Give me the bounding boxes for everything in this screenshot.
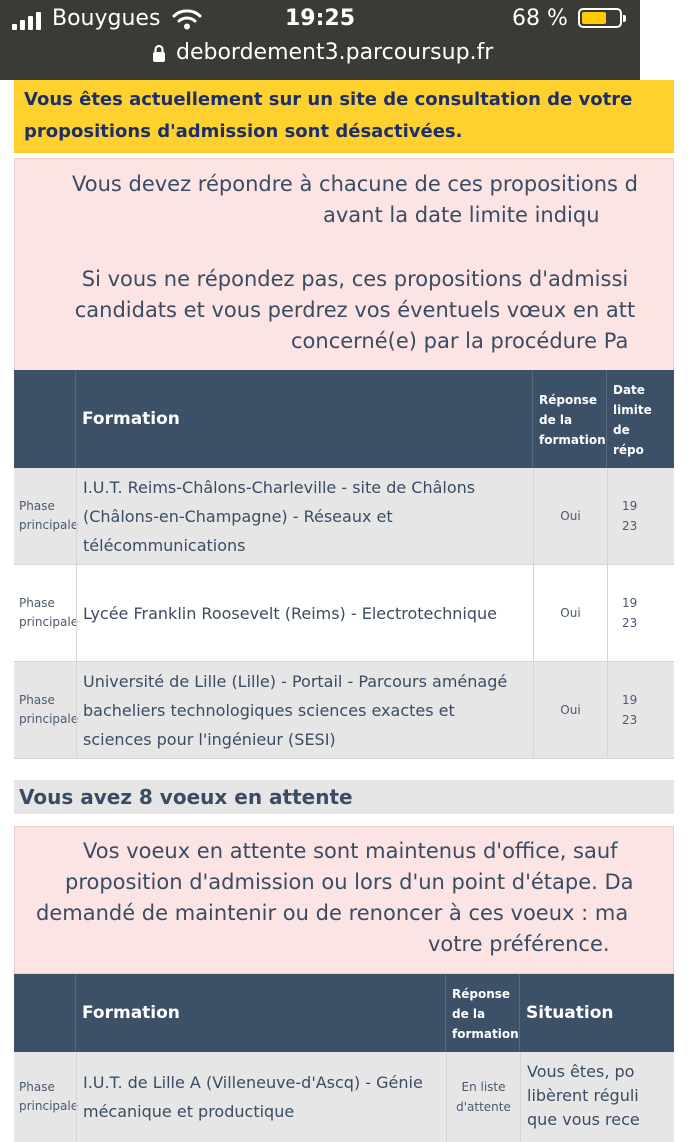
- deadline-cell: 19 23: [607, 565, 674, 661]
- lock-icon: [152, 44, 166, 66]
- header-deadline: Date limite de répo: [613, 383, 652, 457]
- info-line: Vous devez répondre à chacune de ces propositions d: [72, 172, 638, 196]
- formation-cell[interactable]: I.U.T. de Lille A (Villeneuve-d'Ascq) - Génie mécanique et productique: [76, 1052, 446, 1142]
- header-formation: Formation: [76, 370, 533, 468]
- propositions-table-header: [14, 370, 674, 468]
- banner-text: Vous êtes actuellement sur un site de consultation de votre propositions d'admission sont désactivées.: [24, 89, 633, 142]
- waiting-table-header: [14, 974, 674, 1052]
- response-cell: Oui: [533, 565, 607, 661]
- battery-level: [582, 12, 606, 24]
- formation-cell[interactable]: I.U.T. Reims-Châlons-Charleville - site de Châlons (Châlons-en-Champagne) - Réseaux et télécommunications: [76, 468, 533, 564]
- table-row[interactable]: [14, 565, 674, 662]
- info-line: concerné(e) par la procédure Pa: [291, 329, 629, 353]
- table-row[interactable]: [14, 662, 674, 759]
- url-bar[interactable]: debordement3.parcoursup.fr: [176, 40, 494, 65]
- response-cell: Oui: [533, 468, 607, 564]
- info-line: Vos voeux en attente sont maintenus d'office, sauf: [83, 839, 618, 863]
- header-phase: [14, 974, 76, 1052]
- phase-cell: Phase principale: [19, 1080, 79, 1113]
- section-title-waiting: Vous avez 8 voeux en attente: [14, 780, 674, 814]
- info-line: candidats et vous perdrez vos éventuels vœux en att: [74, 298, 636, 322]
- clock: 19:25: [284, 6, 356, 31]
- warning-banner: [14, 80, 674, 153]
- table-row[interactable]: [14, 1052, 674, 1142]
- deadline-cell: 19 23: [607, 662, 674, 758]
- header-phase: [14, 370, 76, 468]
- info-line: Si vous ne répondez pas, ces propositions d'admissi: [81, 267, 629, 291]
- header-response: Réponse de la formation: [533, 370, 607, 468]
- response-cell: Oui: [533, 662, 607, 758]
- formation-cell[interactable]: Lycée Franklin Roosevelt (Reims) - Electrotechnique: [76, 565, 533, 661]
- deadline-cell: 19 23: [607, 468, 674, 564]
- info-line: avant la date limite indiqu: [323, 203, 600, 227]
- header-situation: Situation: [526, 1003, 614, 1023]
- info-line: demandé de maintenir ou de renoncer à ces voeux : ma: [36, 901, 629, 925]
- info-box-waiting: [14, 826, 674, 974]
- battery-percent: 68 %: [512, 6, 568, 31]
- info-line: votre préférence.: [428, 932, 610, 956]
- situation-cell: Vous êtes, po libèrent réguli que vous rece: [520, 1052, 674, 1142]
- info-line: proposition d'admission ou lors d'un point d'étape. Da: [65, 870, 634, 894]
- status-bar: [0, 0, 640, 80]
- phase-cell: Phase principale: [19, 693, 79, 726]
- phase-cell: Phase principale: [19, 499, 79, 532]
- phase-cell: Phase principale: [19, 596, 79, 629]
- header-formation: Formation: [76, 974, 446, 1052]
- header-response: Réponse de la formation: [446, 974, 520, 1052]
- formation-cell[interactable]: Université de Lille (Lille) - Portail - Parcours aménagé bacheliers technologiques sciences exactes et sciences pour l'ingénieur (SESI): [76, 662, 533, 758]
- table-row[interactable]: [14, 468, 674, 565]
- response-cell: En liste d'attente: [446, 1052, 520, 1142]
- carrier-name: Bouygues: [52, 6, 161, 31]
- battery-icon: [578, 8, 622, 28]
